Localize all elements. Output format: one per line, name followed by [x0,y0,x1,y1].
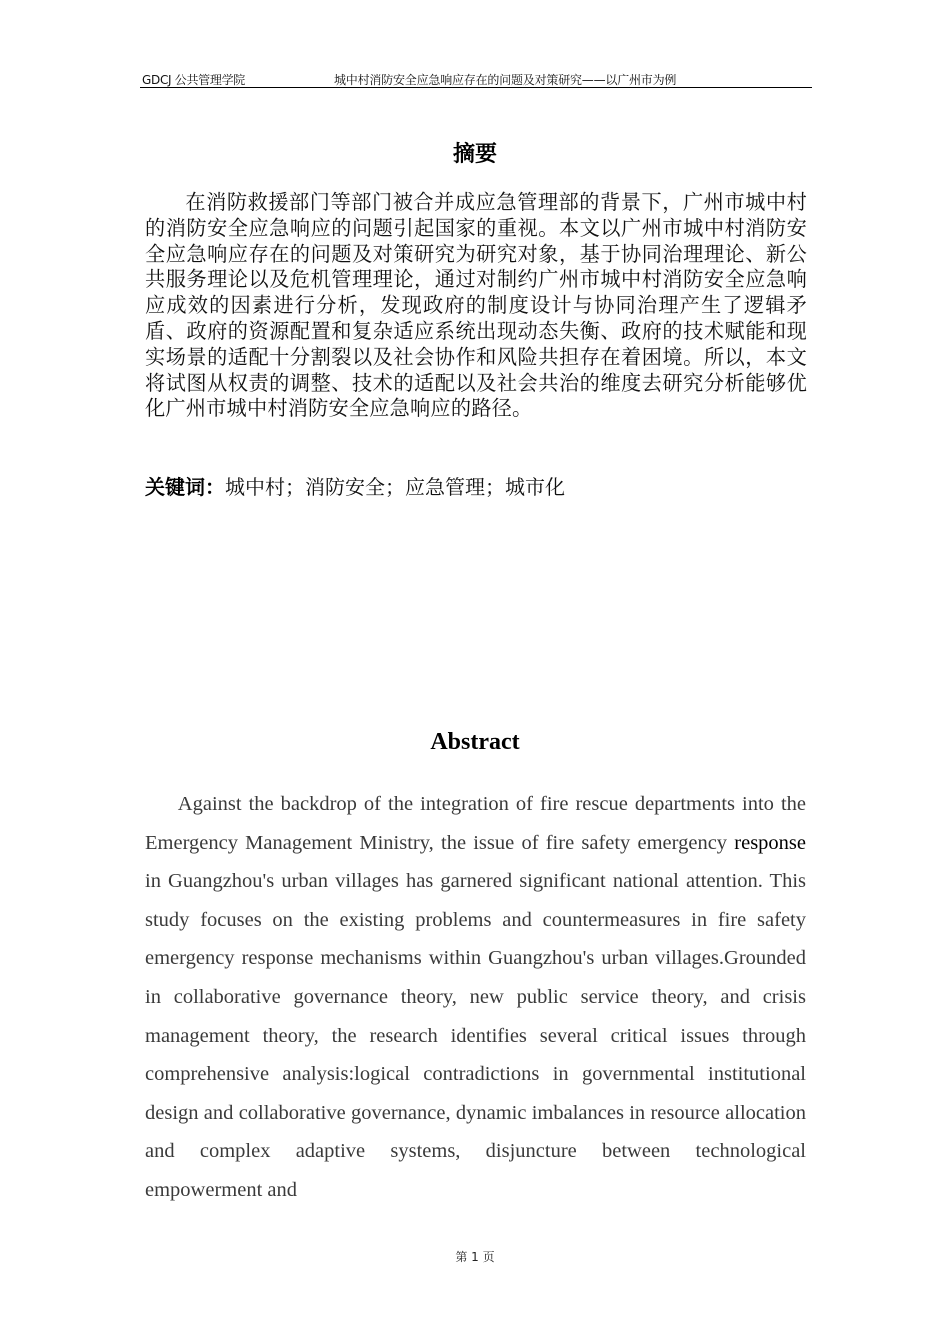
english-abstract-title: Abstract [430,729,520,755]
english-abstract-text-2: in Guangzhou's urban villages has garnered significant national attention. This study focuses on the existing problems and countermeasures in fire safety emergency response mechanisms within Guangzhou's urban villages.Grounded in collaborative governance theory, new public service theory, and crisis management theory, the research identifies several critical issues through comprehensive analysis:logical contradictions in governmental institutional design and collaborative governance, dynamic imbalances in resource allocation and complex adaptive systems, disjuncture between technological empowerment and [145,870,806,1201]
english-abstract-text-1: Against the backdrop of the integration of fire rescue departments into the Emergency Management Ministry, the issue of fire safety emergency [145,793,806,854]
keywords-label: 关键词： [145,475,225,499]
chinese-abstract-body: 在消防救援部门等部门被合并成应急管理部的背景下，广州市城中村的消防安全应急响应的问题引起国家的重视。本文以广州市城中村消防安全应急响应存在的问题及对策研究为研究对象，基于协同治理理论、新公共服务理论以及危机管理理论，通过对制约广州市城中村消防安全应急响应成效的因素进行分析，发现政府的制度设计与协同治理产生了逻辑矛盾、政府的资源配置和复杂适应系统出现动态失衡、政府的技术赋能和现实场景的适配十分割裂以及社会协作和风险共担存在着困境。所以，本文将试图从权责的调整、技术的适配以及社会共治的维度去研究分析能够优化广州市城中村消防安全应急响应的路径。 [145,190,807,421]
page-number: 第 1 页 [455,1250,495,1264]
header-thesis-title: 城中村消防安全应急响应存在的问题及对策研究——以广州市为例 [334,73,677,87]
english-abstract-highlight: response [734,831,806,854]
english-abstract-body [145,785,806,1210]
keywords-list: 城中村；消防安全；应急管理；城市化 [225,475,565,499]
header-institution: GDCJ 公共管理学院 [142,73,245,87]
page-header [140,70,812,88]
chinese-abstract-title: 摘要 [452,142,497,167]
keywords-line [145,471,807,500]
